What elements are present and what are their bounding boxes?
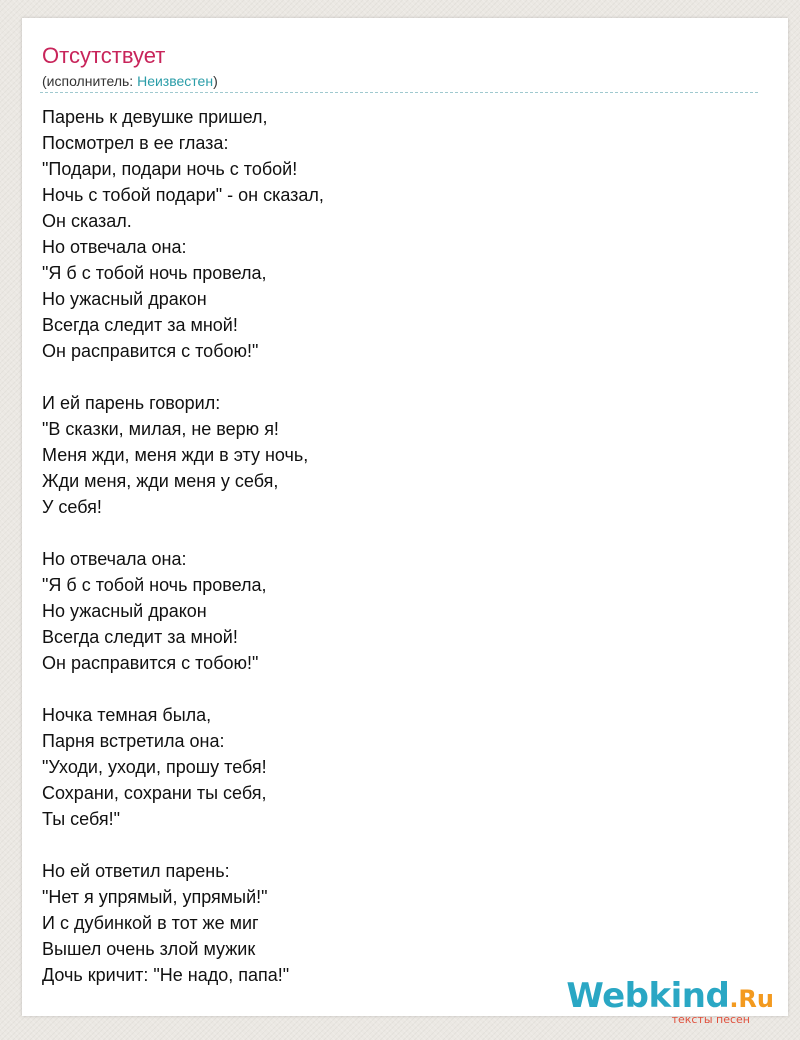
lyric-line: Посмотрел в ее глаза: (42, 133, 229, 153)
lyric-line: Сохрани, сохрани ты себя, (42, 783, 267, 803)
lyric-line: Но отвечала она: (42, 549, 187, 569)
stanza-break (42, 364, 602, 390)
lyric-line: "Я б с тобой ночь провела, (42, 575, 267, 595)
stanza-break (42, 832, 602, 858)
lyric-line: Дочь кричит: "Не надо, папа!" (42, 965, 290, 985)
lyric-line: Но ужасный дракон (42, 289, 207, 309)
lyric-line: Жди меня, жди меня у себя, (42, 471, 279, 491)
lyric-line: "В сказки, милая, не верю я! (42, 419, 279, 439)
lyric-line: Он расправится с тобою!" (42, 341, 259, 361)
artist-suffix: ) (213, 73, 218, 89)
artist-link[interactable]: Неизвестен (137, 73, 214, 89)
webkind-logo[interactable] (566, 976, 786, 1032)
lyric-line: Но ужасный дракон (42, 601, 207, 621)
artist-prefix: (исполнитель: (42, 73, 138, 89)
lyric-line: "Подари, подари ночь с тобой! (42, 159, 298, 179)
lyric-line: Парня встретила она: (42, 731, 225, 751)
lyric-line: И с дубинкой в тот же миг (42, 913, 259, 933)
lyric-line: "Нет я упрямый, упрямый!" (42, 887, 268, 907)
lyric-line: Всегда следит за мной! (42, 627, 238, 647)
stanza-break (42, 520, 602, 546)
stanza-break (42, 676, 602, 702)
lyric-line: "Уходи, уходи, прошу тебя! (42, 757, 267, 777)
lyric-line: Парень к девушке пришел, (42, 107, 268, 127)
header-divider (40, 92, 758, 93)
lyric-line: Но ей ответил парень: (42, 861, 230, 881)
lyric-line: "Я б с тобой ночь провела, (42, 263, 267, 283)
logo-tld: .Ru (729, 985, 774, 1013)
song-title: Отсутствует (42, 43, 166, 68)
logo-tagline: тексты песен (671, 1013, 750, 1026)
lyrics-card (22, 18, 788, 1016)
lyric-line: Ночь с тобой подари" - он сказал, (42, 185, 324, 205)
lyric-line: Всегда следит за мной! (42, 315, 238, 335)
logo-main-text: Webkind (566, 976, 730, 1016)
lyrics-body (42, 104, 602, 988)
lyric-line: Он сказал. (42, 211, 132, 231)
lyric-line: У себя! (42, 497, 102, 517)
lyric-line: Ты себя!" (42, 809, 121, 829)
lyric-line: Он расправится с тобою!" (42, 653, 259, 673)
lyric-line: Вышел очень злой мужик (42, 939, 256, 959)
lyric-line: Меня жди, меня жди в эту ночь, (42, 445, 309, 465)
artist-line (42, 72, 218, 90)
lyric-line: Но отвечала она: (42, 237, 187, 257)
lyric-line: И ей парень говорил: (42, 393, 221, 413)
lyric-line: Ночка темная была, (42, 705, 212, 725)
